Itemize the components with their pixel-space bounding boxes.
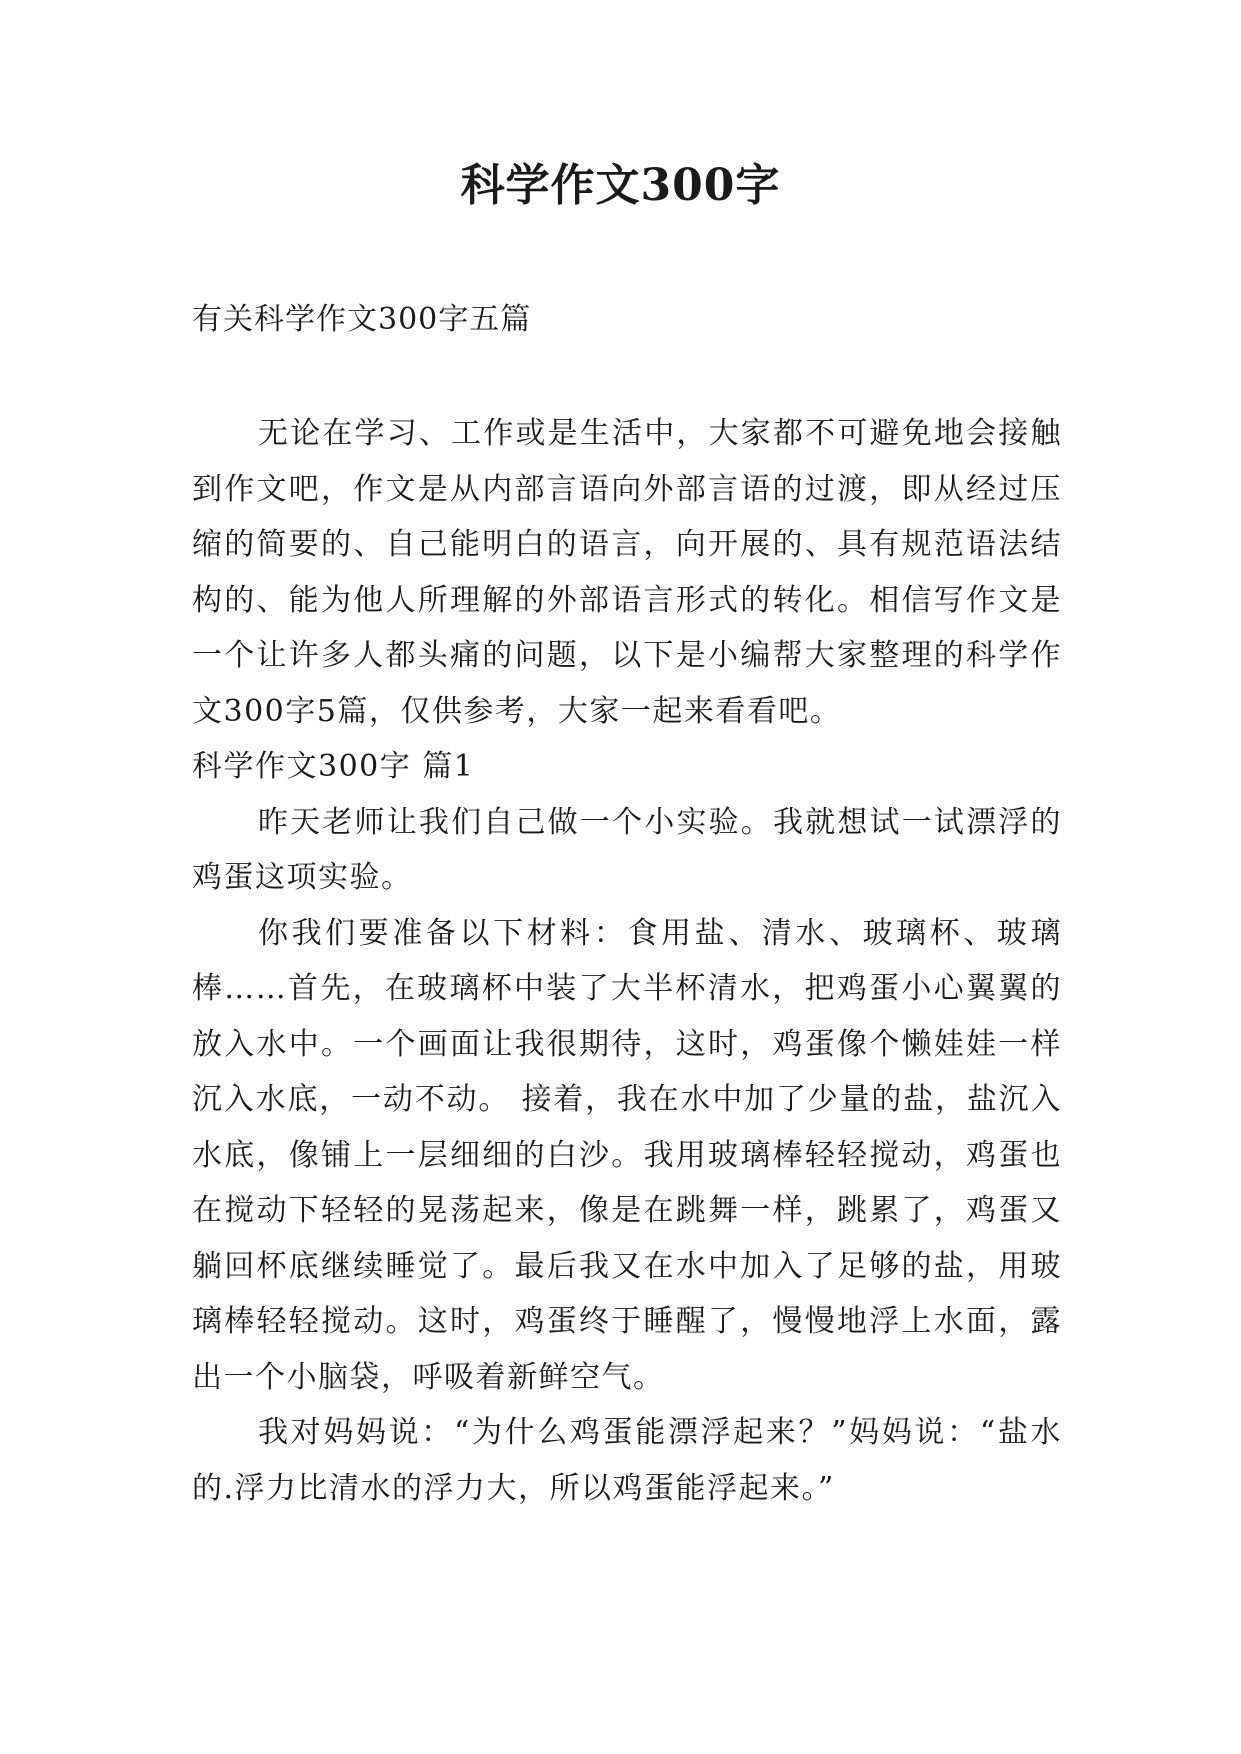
body-paragraph: 昨天老师让我们自己做一个小实验。我就想试一试漂浮的鸡蛋这项实验。 (192, 804, 1062, 895)
intro-paragraph: 无论在学习、工作或是生活中，大家都不可避免地会接触到作文吧，作文是从内部言语向外部言语的过渡，即从经过压缩的简要的、自己能明白的语言，向开展的、具有规范语法结构的、能为他人所理解的外部语言形式的转化。相信写作文是一个让许多人都头痛的问题，以下是小编帮大家整理的科学作文300字5篇，仅供参考，大家一起来看看吧。 (192, 416, 1062, 729)
body-paragraph: 你我们要准备以下材料：食用盐、清水、玻璃杯、玻璃棒……首先，在玻璃杯中装了大半杯清水，把鸡蛋小心翼翼的放入水中。一个画面让我很期待，这时，鸡蛋像个懒娃娃一样沉入水底，一动不动。 接着，我在水中加了少量的盐，盐沉入水底，像铺上一层细细的白沙。我用玻璃棒轻轻搅动，鸡蛋也在搅动下轻轻的晃荡起来，像是在跳舞一样，跳累了，鸡蛋又躺回杯底继续睡觉了。最后我又在水中加入了足够的盐，用玻璃棒轻轻搅动。这时，鸡蛋终于睡醒了，慢慢地浮上水面，露出一个小脑袋，呼吸着新鲜空气。 (192, 915, 1062, 1395)
body-paragraph: 我对妈妈说：“为什么鸡蛋能漂浮起来？”妈妈说：“盐水的.浮力比清水的浮力大，所以鸡蛋能浮起来。” (192, 1415, 1062, 1506)
document-body (192, 406, 1062, 1516)
document-subtitle: 有关科学作文300字五篇 (192, 302, 532, 337)
section-heading: 科学作文300字 篇1 (192, 749, 475, 784)
document-title: 科学作文300字 (460, 160, 781, 211)
